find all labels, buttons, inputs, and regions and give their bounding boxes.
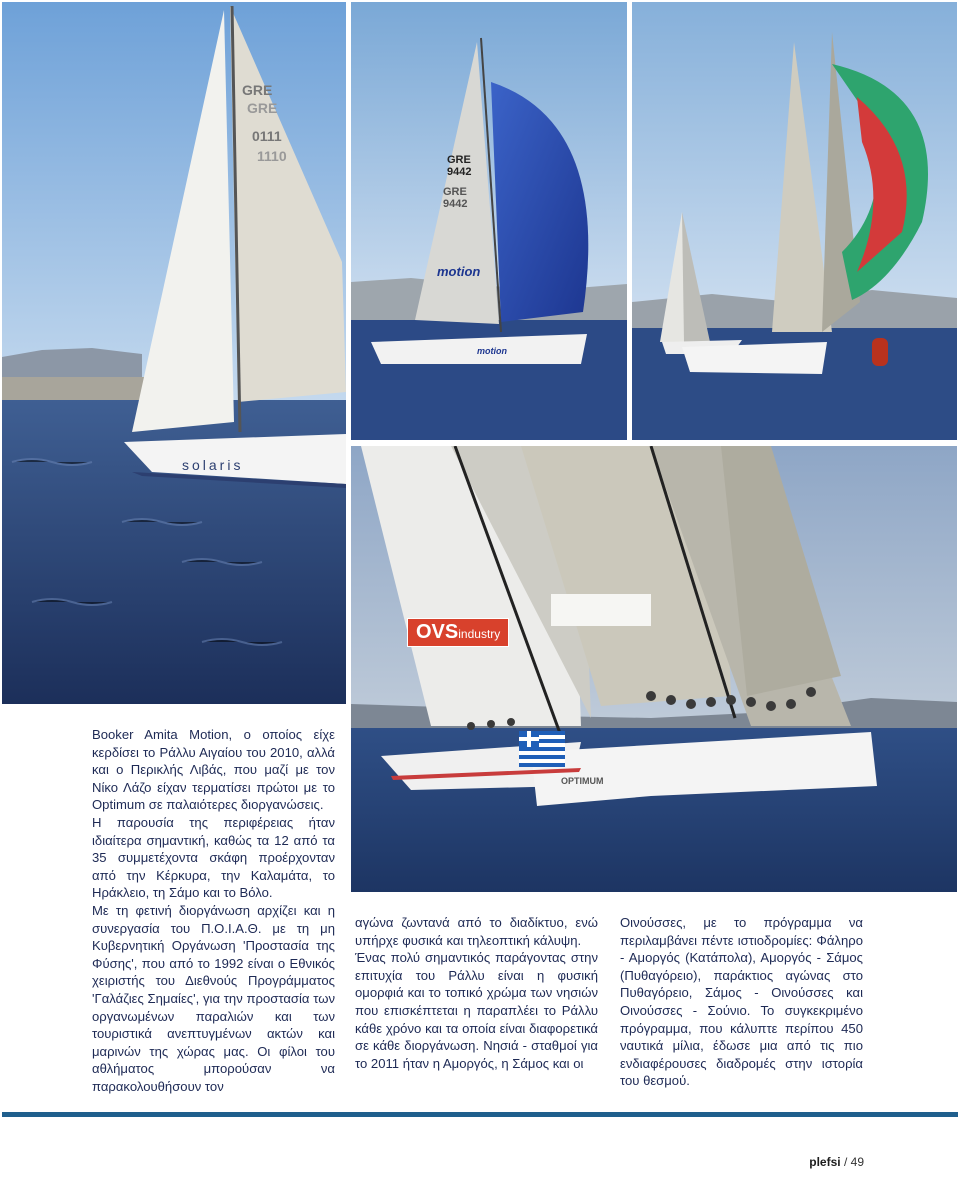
column-left xyxy=(92,726,335,1095)
magazine-name: plefsi xyxy=(809,1155,841,1169)
sail-number-1: GRE xyxy=(242,82,273,98)
paragraph-middle-1: αγώνα ζωντανά από το διαδίκτυο, ενώ υπήρχε φυσικά και τηλεοπτική κάλυψη. xyxy=(355,915,598,948)
photo-solaris-sailboat xyxy=(2,2,346,704)
paragraph-left-1: Booker Amita Motion, ο οποίος είχε κερδίσει το Ράλλυ Αιγαίου του 2010, αλλά και ο Περικλής Λιβάς, που μαζί με τον Νίκο Λάζο είχαν τερματίσει πρώτοι με το Optimum σε παλαιότερες διοργανώσεις. xyxy=(92,727,335,813)
sail-number-1: GRE xyxy=(447,154,471,166)
sail-number-4: 1110 xyxy=(257,148,287,164)
paragraph-middle-2: Ένας πολύ σημαντικός παράγοντας στην επιτυχία του Ράλλυ είναι η φυσική ομορφιά και το τοπικό χρώμα των νησιών που επισκέπτεται η παραπλέει το Ράλλυ κάθε χρόνο και τα οποία είναι διαφορετικά σε κάθε διοργάνωση. Νησιά - σταθμοί για το 2011 ήταν η Αμοργός, η Σάμος και οι xyxy=(355,950,598,1071)
footer-rule xyxy=(2,1112,958,1117)
sail-number-2: 9442 xyxy=(447,166,472,178)
photo-optimum-sailboat xyxy=(351,446,957,892)
hull-name-optimum: OPTIMUM xyxy=(561,776,604,786)
sail-number-3: 0111 xyxy=(252,128,282,144)
paragraph-right-1: Οινούσσες, με το πρόγραμμα να περιλαμβάνει πέντε ιστιοδρομίες: Φάληρο - Αμοργός (Κατάπολα), Αμοργός - Σάμος (Πυθαγόρειο), παράκτιος αγώνας στο Πυθαγόρειο, Σάμος - Οινούσσες και Οινούσσες - Σούνιο. Το συγκεκριμένο πρόγραμμα, που κάλυπτε περίπου 450 ναυτικά μίλια, έδωσε μια από τις πιο ενδιαφέρουσες διαδρομές στην ιστορία του θεσμού. xyxy=(620,915,863,1089)
column-right xyxy=(620,914,863,1090)
sail-logo-ovs-text: OVS xyxy=(416,621,459,643)
sail-logo-motion: motion xyxy=(437,264,481,279)
photo-red-green-spinnaker xyxy=(632,2,957,440)
paragraph-left-2: Η παρουσία της περιφέρειας ήταν ιδιαίτερα σημαντική, καθώς τα 12 από τα 35 συμμετέχοντα σκάφη προέρχονταν από την Κέρκυρα, την Καλαμάτα, το Ηράκλειο, τη Σάμο και το Βόλο. xyxy=(92,814,335,901)
sail-number-3: GRE xyxy=(443,186,467,198)
hull-logo-motion: motion xyxy=(477,346,507,356)
footer-separator: / xyxy=(843,1155,848,1169)
sail-number-2: GRE xyxy=(247,100,278,116)
sail-logo-ovs xyxy=(407,618,509,647)
paragraph-left-3: Με τη φετινή διοργάνωση αρχίζει και η συνεργασία του Π.Ο.Ι.Α.Θ. με τη μη Κυβερνητική Οργάνωση 'Προστασία της Φύσης', που από το 1992 είναι ο Εθνικός χειριστής του Διεθνούς Προγράμματος 'Γαλάζιες Σημαίες', για την προστασία των οργανωμένων παραλιών και των τουριστικά ανεπτυγμένων ακτών και μαρινών της χώρας μας. Οι φίλοι του αθλήματος μπορούσαν να παρακολουθήσουν τον xyxy=(92,902,335,1094)
hull-name-solaris: solaris xyxy=(182,457,244,473)
page-footer xyxy=(809,1155,864,1169)
page-number: 49 xyxy=(850,1155,864,1169)
column-middle xyxy=(355,914,598,1072)
photo-motion-sailboat xyxy=(351,2,627,440)
sail-logo-ovs-sub: industry xyxy=(458,627,501,641)
sail-number-4: 9442 xyxy=(443,198,468,210)
